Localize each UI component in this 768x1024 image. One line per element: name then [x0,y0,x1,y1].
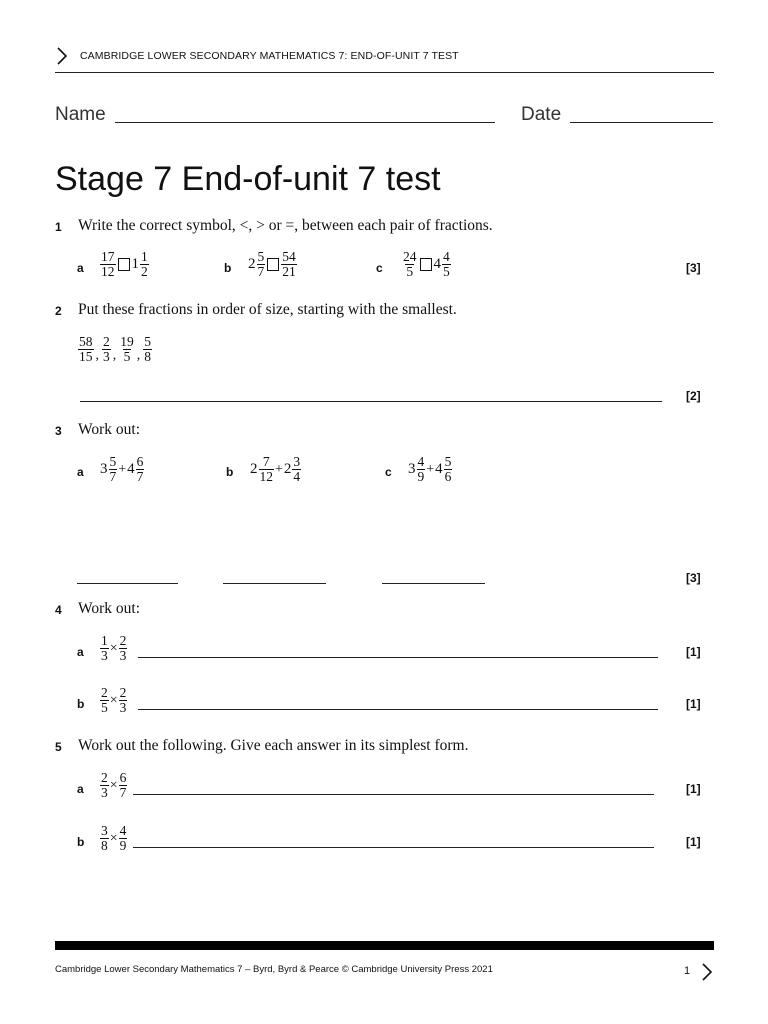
fraction: $\frac{58}{15}$ [79,334,93,365]
part-label: c [376,261,383,275]
date-field[interactable] [521,104,713,126]
marks: [1] [686,645,701,659]
comparison-b: 2 $\frac{5}{7}$ $\frac{54}{21}$ [248,249,296,280]
marks: [1] [686,782,701,796]
fraction-list: $\frac{58}{15}$ , $\frac{2}{3}$ , $\frac{19}{5}$ , $\frac{5}{8}$ [79,334,151,365]
name-field[interactable] [55,104,495,126]
question-text: Work out the following. Give each answer in its simplest form. [78,737,469,754]
part-label: b [224,261,232,275]
question-text: Work out: [78,600,141,617]
fraction: $\frac{19}{5}$ [120,334,134,365]
date-label: Date [521,104,562,125]
header-rule [55,72,714,73]
answer-box[interactable] [267,258,279,271]
marks: [3] [686,261,701,275]
fraction: $\frac{5}{7}$ [257,249,265,280]
chevron-right-icon [55,46,69,66]
fraction: $\frac{17}{12}$ [101,249,115,280]
part-label: b [77,697,85,711]
comparison-c: $\frac{24}{5}$ 4 $\frac{4}{5}$ [403,249,450,280]
question-text: Work out: [78,421,141,438]
answer-line[interactable] [133,794,654,795]
part-label: c [385,465,392,479]
product-b: $\frac{3}{8}$ × $\frac{4}{9}$ [101,823,127,854]
part-label: b [226,465,234,479]
question-number: 1 [55,220,62,234]
answer-line[interactable] [133,847,654,848]
mixed-sum-c: 3 $\frac{4}{9}$ + 4 $\frac{5}{6}$ [408,454,452,485]
footer-credit: Cambridge Lower Secondary Mathematics 7 – Byrd, Byrd & Pearce © Cambridge University Press 2021 [55,964,493,975]
next-page-chevron-icon[interactable] [700,962,714,982]
answer-line[interactable] [382,583,485,584]
question-number: 2 [55,304,62,318]
answer-box[interactable] [118,258,130,271]
answer-line[interactable] [223,583,326,584]
name-label: Name [55,104,106,125]
question-number: 3 [55,424,62,438]
question-number: 5 [55,740,62,754]
mixed-sum-a: 3 $\frac{5}{7}$ + 4 $\frac{6}{7}$ [100,454,144,485]
answer-box[interactable] [420,258,432,271]
running-header: CAMBRIDGE LOWER SECONDARY MATHEMATICS 7: END-OF-UNIT 7 TEST [80,50,459,62]
fraction: $\frac{54}{21}$ [282,249,296,280]
fraction: $\frac{1}{2}$ [141,249,148,280]
part-label: a [77,782,84,796]
name-line[interactable] [115,104,495,123]
fraction: $\frac{4}{5}$ [443,249,450,280]
product-a: $\frac{1}{3}$ × $\frac{2}{3}$ [101,633,127,664]
marks: [2] [686,389,701,403]
fraction: $\frac{5}{8}$ [144,334,151,365]
marks: [1] [686,697,701,711]
part-label: a [77,645,84,659]
fraction: $\frac{2}{3}$ [103,334,110,365]
page-title: Stage 7 End-of-unit 7 test [55,160,441,198]
fraction: $\frac{24}{5}$ [403,249,417,280]
comparison-a: $\frac{17}{12}$ 1 $\frac{1}{2}$ [101,249,148,280]
date-line[interactable] [570,104,713,123]
mixed-sum-b: 2 $\frac{7}{12}$ + 2 $\frac{3}{4}$ [250,454,301,485]
question-text: Write the correct symbol, <, > or =, between each pair of fractions. [78,217,493,234]
answer-line[interactable] [80,401,662,402]
marks: [1] [686,835,701,849]
part-label: b [77,835,85,849]
marks: [3] [686,571,701,585]
page-number: 1 [684,965,691,977]
part-label: a [77,465,84,479]
question-number: 4 [55,603,62,617]
answer-line[interactable] [138,657,658,658]
part-label: a [77,261,84,275]
product-a: $\frac{2}{3}$ × $\frac{6}{7}$ [101,770,127,801]
answer-line[interactable] [77,583,178,584]
answer-line[interactable] [138,709,658,710]
footer-bar [55,941,714,950]
question-text: Put these fractions in order of size, starting with the smallest. [78,301,457,318]
product-b: $\frac{2}{5}$ × $\frac{2}{3}$ [101,685,127,716]
